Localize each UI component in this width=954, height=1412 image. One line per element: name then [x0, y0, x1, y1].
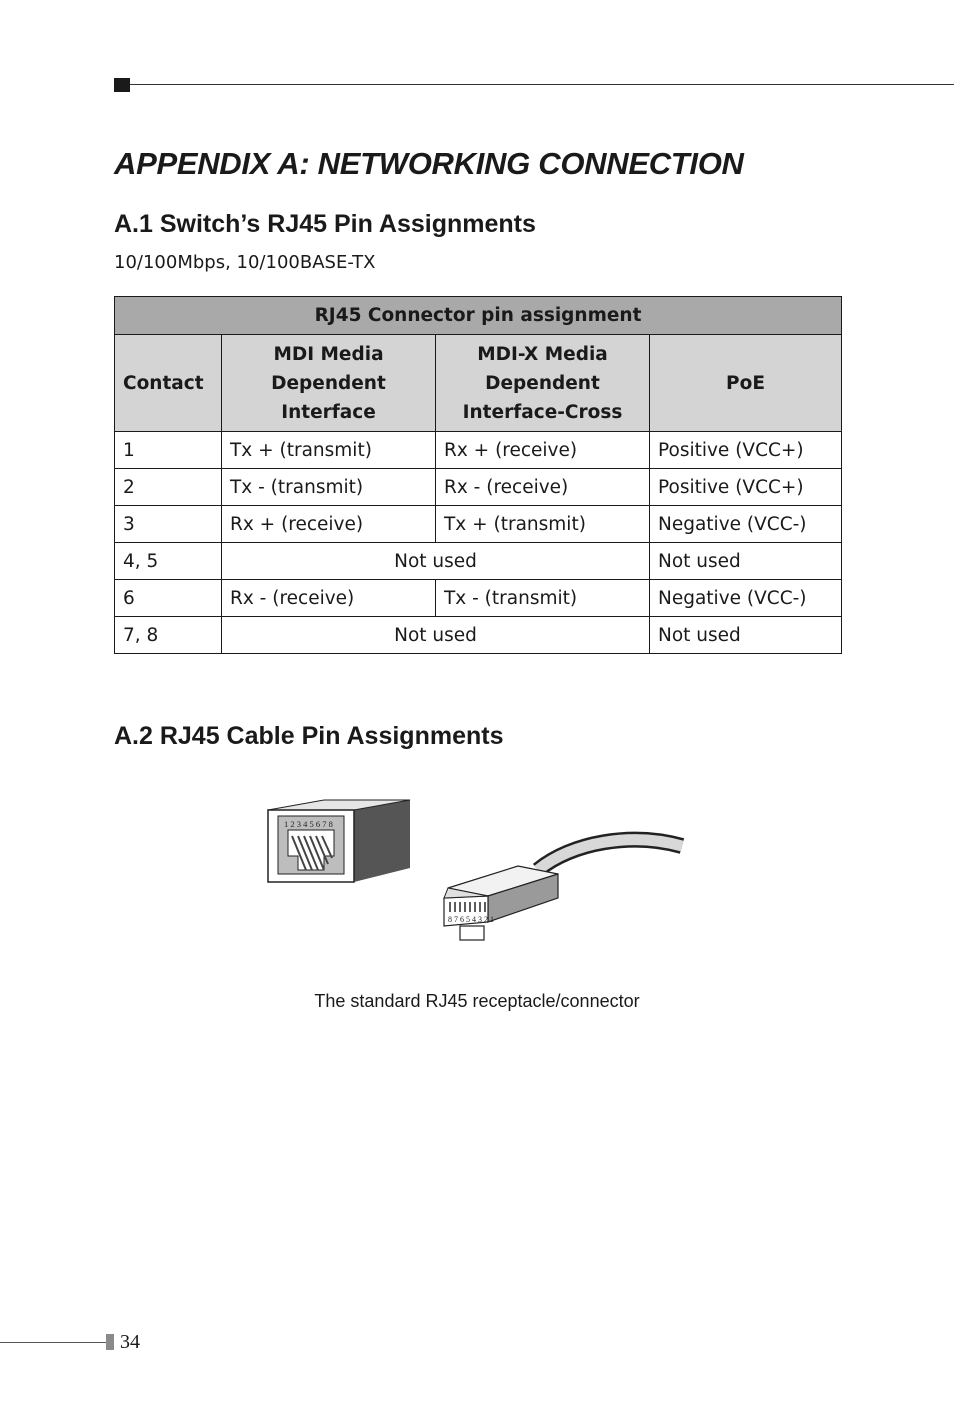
mdix-cell: Tx - (transmit): [436, 580, 650, 617]
column-header-contact: Contact: [115, 335, 222, 432]
column-header-mdix: MDI-X Media Dependent Interface-Cross: [436, 335, 650, 432]
header-square-marker: [114, 78, 130, 92]
rj45-figure: [262, 786, 692, 946]
not-used-merged-cell: Not used: [222, 543, 650, 580]
contact-cell: 7, 8: [115, 617, 222, 654]
poe-cell: Negative (VCC-): [650, 580, 842, 617]
contact-cell: 2: [115, 469, 222, 506]
column-header-poe: PoE: [650, 335, 842, 432]
speed-subtitle: 10/100Mbps, 10/100BASE-TX: [114, 252, 376, 273]
figure-caption: The standard RJ45 receptacle/connector: [314, 991, 640, 1011]
not-used-merged-cell: Not used: [222, 617, 650, 654]
poe-cell: Positive (VCC+): [650, 432, 842, 469]
table-row: [115, 469, 842, 506]
footer-marker: [106, 1334, 114, 1350]
table-row: [115, 580, 842, 617]
mdix-cell: Rx + (receive): [436, 432, 650, 469]
mdi-cell: Tx - (transmit): [222, 469, 436, 506]
receptacle-pin-numbers: 1 2 3 4 5 6 7 8: [284, 819, 333, 829]
table-caption: RJ45 Connector pin assignment: [115, 297, 842, 335]
poe-cell: Not used: [650, 543, 842, 580]
page-number: 34: [120, 1331, 140, 1353]
column-header-mdi: MDI Media Dependent Interface: [222, 335, 436, 432]
rj45-illustration: [262, 786, 692, 946]
rj45-plug: [444, 840, 682, 940]
table-row: [115, 543, 842, 580]
poe-cell: Negative (VCC-): [650, 506, 842, 543]
poe-cell: Positive (VCC+): [650, 469, 842, 506]
table-row: [115, 617, 842, 654]
table-row: [115, 432, 842, 469]
mdix-cell: Rx - (receive): [436, 469, 650, 506]
contact-cell: 4, 5: [115, 543, 222, 580]
rj45-receptacle: [268, 800, 410, 882]
contact-cell: 6: [115, 580, 222, 617]
appendix-title: APPENDIX A: NETWORKING CONNECTION: [114, 146, 744, 181]
mdix-cell: Tx + (transmit): [436, 506, 650, 543]
footer-rule: [0, 1342, 106, 1343]
pin-assignment-table: [114, 296, 842, 654]
header-rule: [114, 84, 954, 85]
poe-cell: Not used: [650, 617, 842, 654]
contact-cell: 3: [115, 506, 222, 543]
plug-pin-numbers: 8 7 6 5 4 3 2 1: [448, 915, 494, 924]
table-row: [115, 506, 842, 543]
mdi-cell: Rx + (receive): [222, 506, 436, 543]
section-heading-pin-assignments: A.1 Switch’s RJ45 Pin Assignments: [114, 210, 536, 238]
mdi-cell: Tx + (transmit): [222, 432, 436, 469]
mdi-cell: Rx - (receive): [222, 580, 436, 617]
section-heading-cable-pins: A.2 RJ45 Cable Pin Assignments: [114, 722, 504, 750]
contact-cell: 1: [115, 432, 222, 469]
